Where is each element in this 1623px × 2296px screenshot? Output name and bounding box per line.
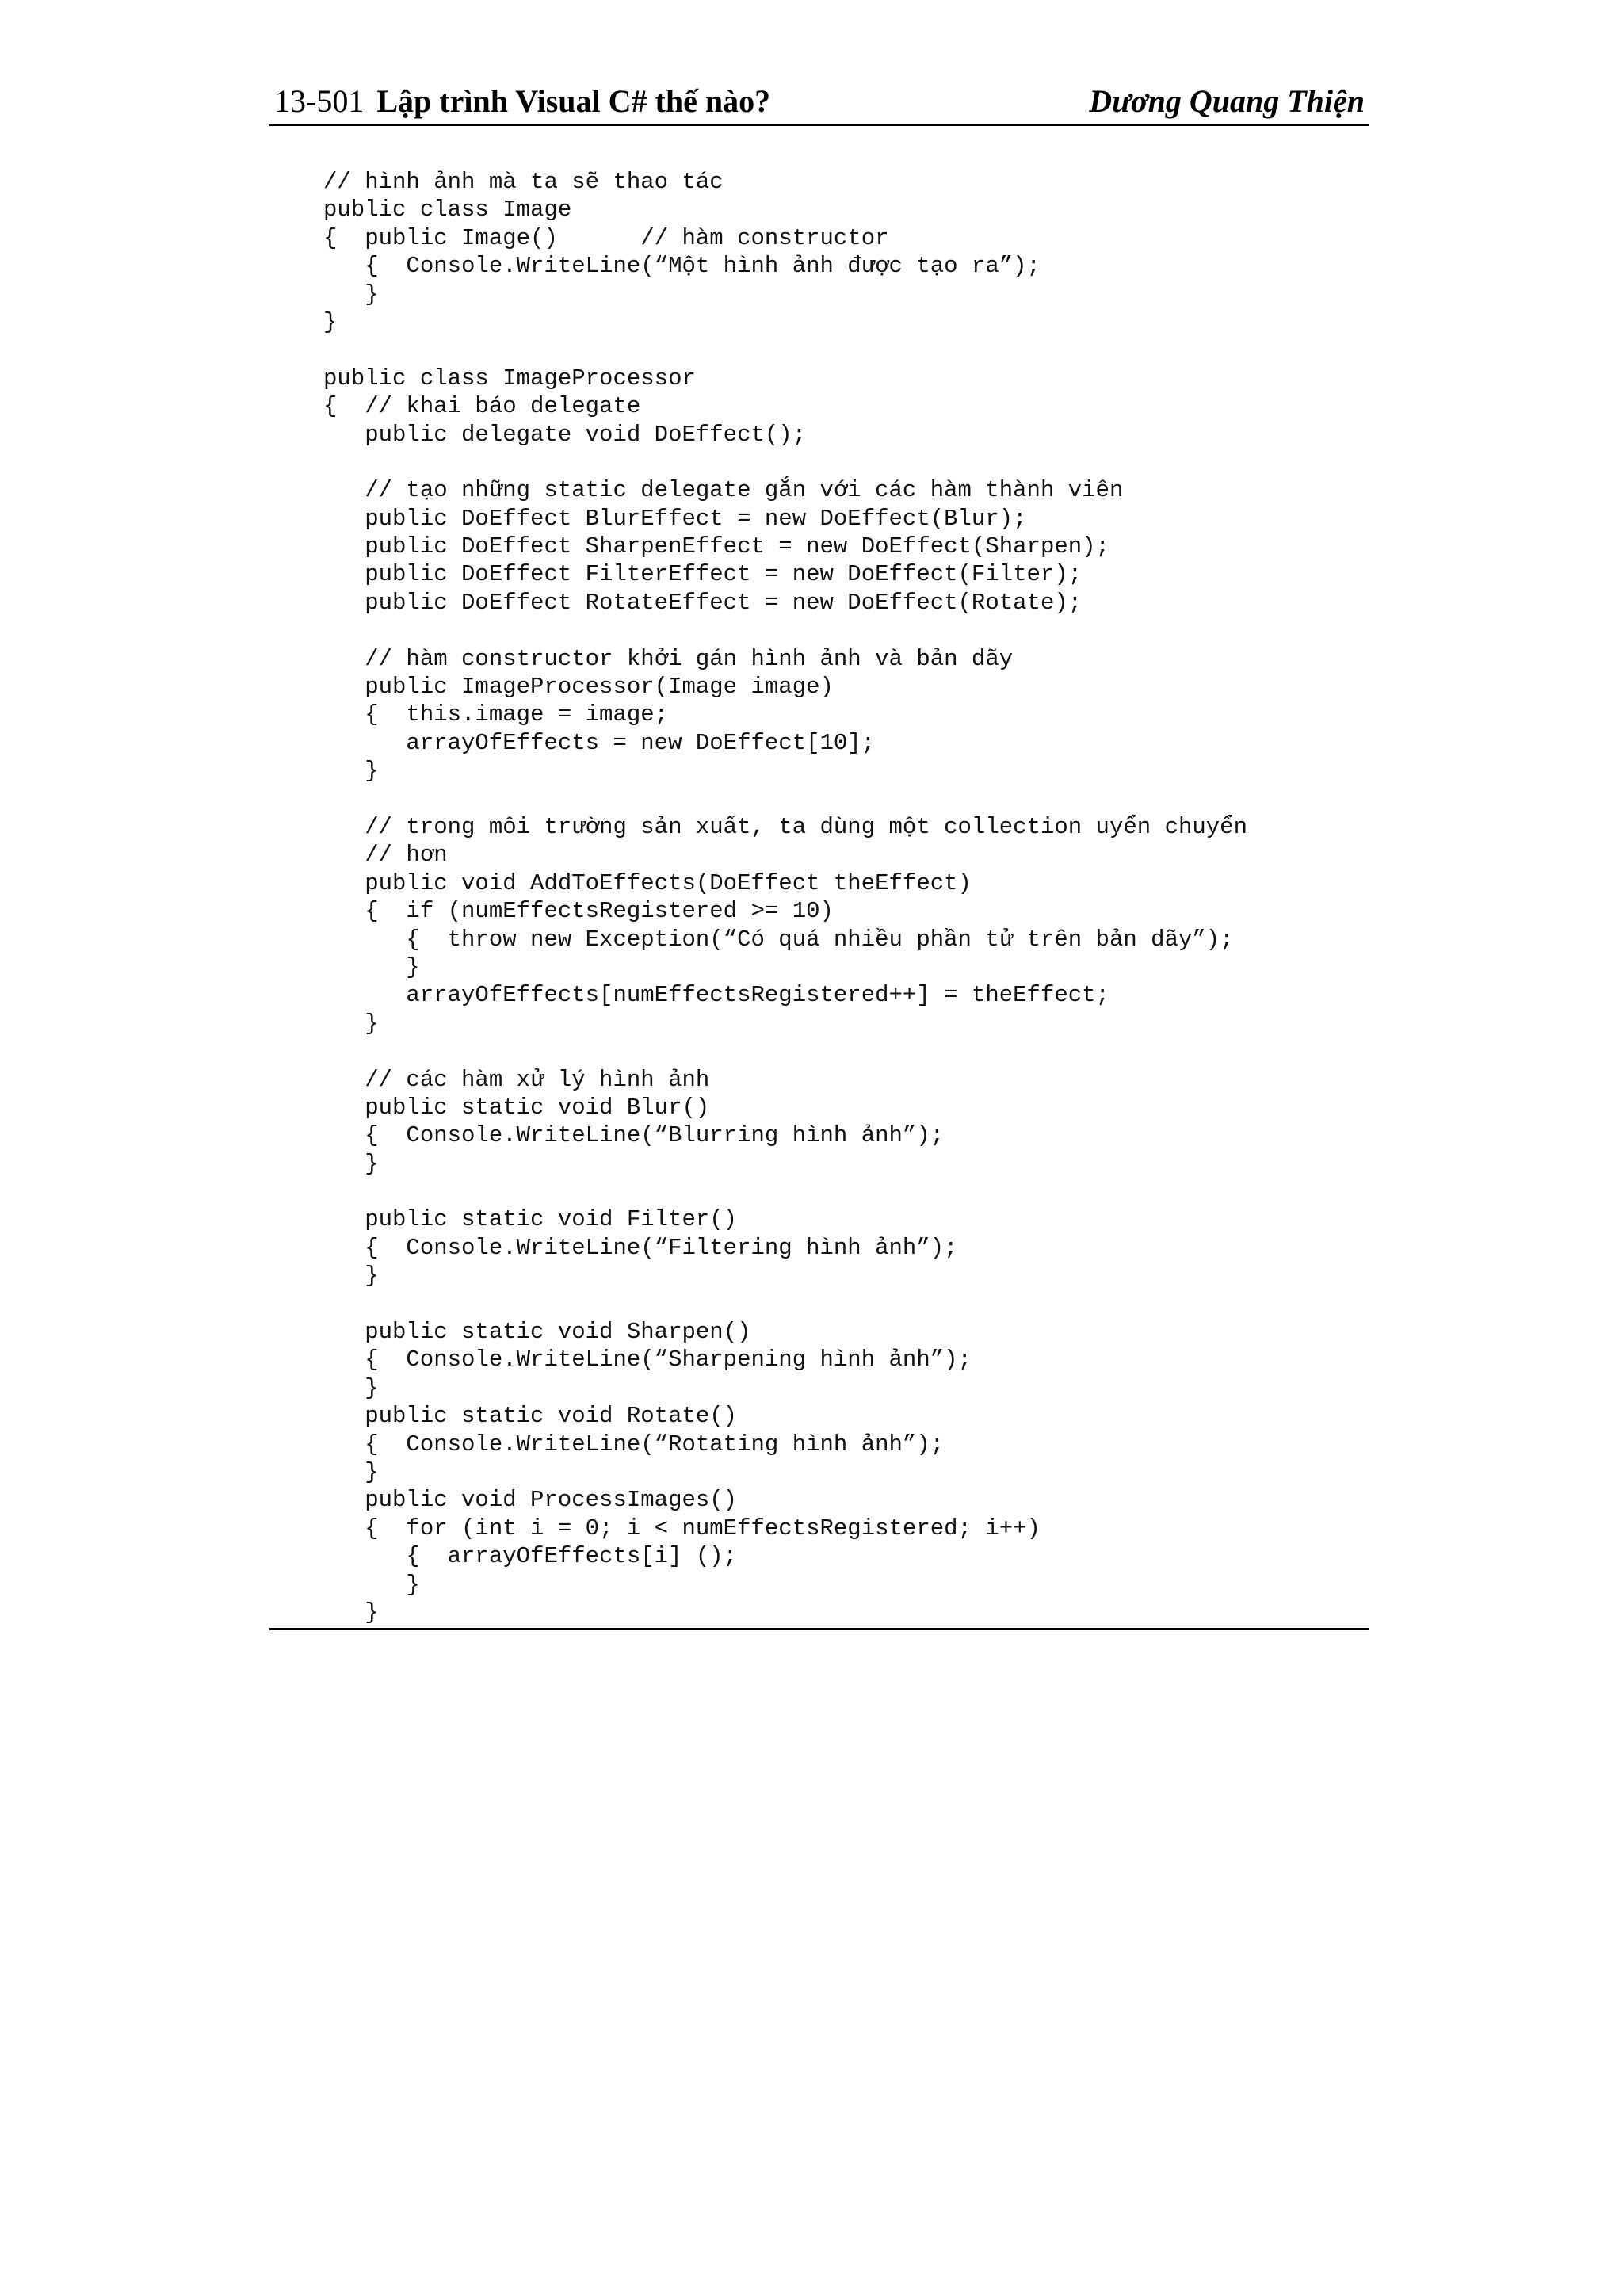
code-line: // hơn <box>323 842 448 869</box>
code-line: } <box>323 1150 379 1177</box>
code-line: public ImageProcessor(Image image) <box>323 674 834 701</box>
footer-divider <box>269 1628 1369 1630</box>
code-line: public static void Blur() <box>323 1094 710 1121</box>
code-line: } <box>323 281 379 308</box>
code-line: } <box>323 1263 379 1289</box>
code-line: { arrayOfEffects[i] (); <box>323 1543 738 1570</box>
code-line: { Console.WriteLine(“Một hình ảnh được tạo ra”); <box>323 253 1041 280</box>
code-line: { throw new Exception(“Có quá nhiều phần tử trên bản dãy”); <box>323 926 1234 953</box>
code-line: { // khai báo delegate <box>323 393 641 420</box>
code-line: } <box>323 758 379 785</box>
code-line: { this.image = image; <box>323 701 669 728</box>
code-line: public delegate void DoEffect(); <box>323 421 807 448</box>
code-line: public static void Rotate() <box>323 1403 738 1430</box>
book-title: Lập trình Visual C# thế nào? <box>376 83 771 119</box>
code-line <box>323 1290 1361 1318</box>
code-line: public DoEffect BlurEffect = new DoEffect(Blur); <box>323 505 1027 532</box>
code-line <box>323 336 1361 364</box>
code-line: { Console.WriteLine(“Blurring hình ảnh”); <box>323 1122 945 1149</box>
code-line: public static void Filter() <box>323 1206 738 1233</box>
code-line: { public Image() // hàm constructor <box>323 224 889 251</box>
code-line: arrayOfEffects[numEffectsRegistered++] = theEffect; <box>323 982 1109 1009</box>
code-line <box>323 449 1361 476</box>
code-line: } <box>323 1458 379 1485</box>
code-line: } <box>323 1571 420 1598</box>
code-line: { for (int i = 0; i < numEffectsRegistered; i++) <box>323 1515 1041 1541</box>
code-line <box>323 617 1361 644</box>
code-line: public class Image <box>323 197 572 223</box>
code-listing <box>323 168 1361 1626</box>
code-line: public DoEffect SharpenEffect = new DoEffect(Sharpen); <box>323 533 1109 560</box>
code-line: public void AddToEffects(DoEffect theEffect) <box>323 869 972 896</box>
header-left <box>274 78 770 125</box>
code-line: { Console.WriteLine(“Sharpening hình ảnh”); <box>323 1347 972 1373</box>
code-line: } <box>323 1599 379 1626</box>
header-divider <box>269 124 1369 126</box>
code-line: } <box>323 1374 379 1401</box>
code-line: public class ImageProcessor <box>323 365 696 392</box>
code-line: arrayOfEffects = new DoEffect[10]; <box>323 729 876 756</box>
code-line: public DoEffect RotateEffect = new DoEffect(Rotate); <box>323 589 1083 616</box>
page-number: 13-501 <box>274 83 365 119</box>
code-line: { Console.WriteLine(“Filtering hình ảnh”); <box>323 1234 958 1261</box>
code-line: // tạo những static delegate gắn với các hàm thành viên <box>323 477 1124 504</box>
code-line: } <box>323 308 338 335</box>
code-line: // hình ảnh mà ta sẽ thao tác <box>323 169 724 195</box>
code-line <box>323 1178 1361 1205</box>
code-line: } <box>323 953 420 980</box>
code-line: public static void Sharpen() <box>323 1319 751 1346</box>
code-line: // các hàm xử lý hình ảnh <box>323 1066 710 1093</box>
code-line: public void ProcessImages() <box>323 1487 738 1514</box>
code-line: // hàm constructor khởi gán hình ảnh và bản dãy <box>323 645 1014 672</box>
author-name: Dương Quang Thiện <box>1089 83 1365 119</box>
code-line: public DoEffect FilterEffect = new DoEffect(Filter); <box>323 561 1083 588</box>
page-header <box>271 78 1368 125</box>
code-line: { Console.WriteLine(“Rotating hình ảnh”); <box>323 1431 945 1457</box>
code-line: // trong môi trường sản xuất, ta dùng một collection uyển chuyển <box>323 813 1247 840</box>
code-line <box>323 1037 1361 1065</box>
code-line: } <box>323 1010 379 1037</box>
code-line <box>323 785 1361 813</box>
code-line: { if (numEffectsRegistered >= 10) <box>323 898 834 925</box>
